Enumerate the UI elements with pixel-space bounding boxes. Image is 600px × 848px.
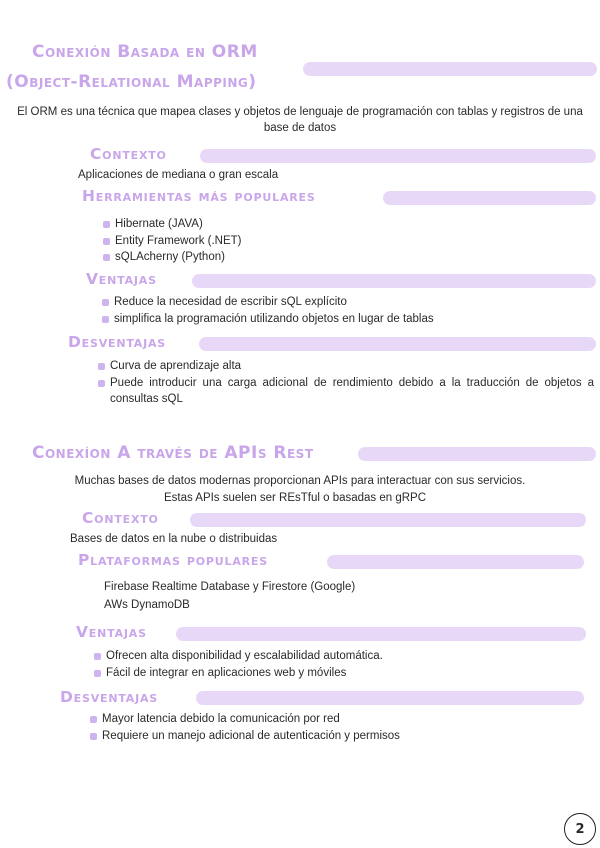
section2-context-text: Bases de datos en la nube o distribuidas: [70, 533, 278, 545]
list-item: Requiere un manejo adicional de autenticación y permisos: [90, 728, 400, 745]
section1-context-bar: [200, 149, 596, 163]
section2-context-bar: [190, 513, 586, 527]
section2-title: Conexíon A través de APIs Rest: [32, 443, 314, 463]
section1-title-bar: [303, 62, 597, 76]
list-item: Entity Framework (.NET): [103, 233, 242, 250]
section2-advantages-bar: [176, 627, 586, 641]
section1-disadvantages-heading: Desventajas: [68, 333, 167, 351]
list-item: Puede introducir una carga adicional de rendimiento debido a la traducción de objetos a consultas sQL: [98, 375, 594, 408]
section1-context-heading: Contexto: [90, 145, 167, 163]
section2-intro-line1: Muchas bases de datos modernas proporcionan APIs para interactuar con sus servicios.: [74, 475, 526, 487]
section2-intro-line2: Estas APIs suelen ser REsTful o basadas en gRPC: [163, 492, 427, 504]
list-item: AWs DynamoDB: [104, 599, 190, 611]
section1-intro: El ORM es una técnica que mapea clases y objetos de lenguaje de programación con tablas y registros de una base de datos: [17, 106, 583, 134]
section1-advantages-list: [102, 294, 434, 327]
section1-context-text: Aplicaciones de mediana o gran escala: [78, 169, 279, 181]
section1-tools-bar: [383, 191, 596, 205]
list-item: Ofrecen alta disponibilidad y escalabilidad automática.: [94, 648, 383, 665]
section2-title-bar: [358, 447, 596, 461]
list-item: Hibernate (JAVA): [103, 216, 242, 233]
section2-disadvantages-list: [90, 711, 400, 744]
section1-title-line2: (Object-Relational Mapping): [6, 72, 257, 92]
list-item: Mayor latencia debido la comunicación por red: [90, 711, 400, 728]
section1-advantages-bar: [192, 274, 596, 288]
section2-platforms-heading: Plataformas populares: [78, 551, 268, 569]
section2-advantages-list: [94, 648, 383, 681]
list-item: Firebase Realtime Database y Firestore (Google): [104, 581, 356, 593]
section2-disadvantages-bar: [196, 691, 584, 705]
list-item: Curva de aprendizaje alta: [98, 358, 594, 375]
section1-disadvantages-bar: [199, 337, 596, 351]
page-number: 2: [564, 813, 596, 845]
section2-advantages-heading: Ventajas: [76, 623, 147, 641]
section1-advantages-heading: Ventajas: [86, 270, 157, 288]
section1-tools-heading: Herramientas más populares: [82, 187, 316, 205]
list-item: Fácil de integrar en aplicaciones web y móviles: [94, 665, 383, 682]
section2-platforms-bar: [327, 555, 584, 569]
section1-disadvantages-list: [98, 358, 594, 408]
section1-tools-list: [103, 216, 242, 266]
section1-title-line1: Conexión Basada en ORM: [32, 42, 258, 62]
section2-platforms-list: [104, 578, 355, 614]
section2-disadvantages-heading: Desventajas: [60, 688, 159, 706]
list-item: Reduce la necesidad de escribir sQL explícito: [102, 294, 434, 311]
section2-context-heading: Contexto: [82, 509, 159, 527]
list-item: simplifica la programación utilizando objetos en lugar de tablas: [102, 311, 434, 328]
list-item: sQLAcherny (Python): [103, 249, 242, 266]
